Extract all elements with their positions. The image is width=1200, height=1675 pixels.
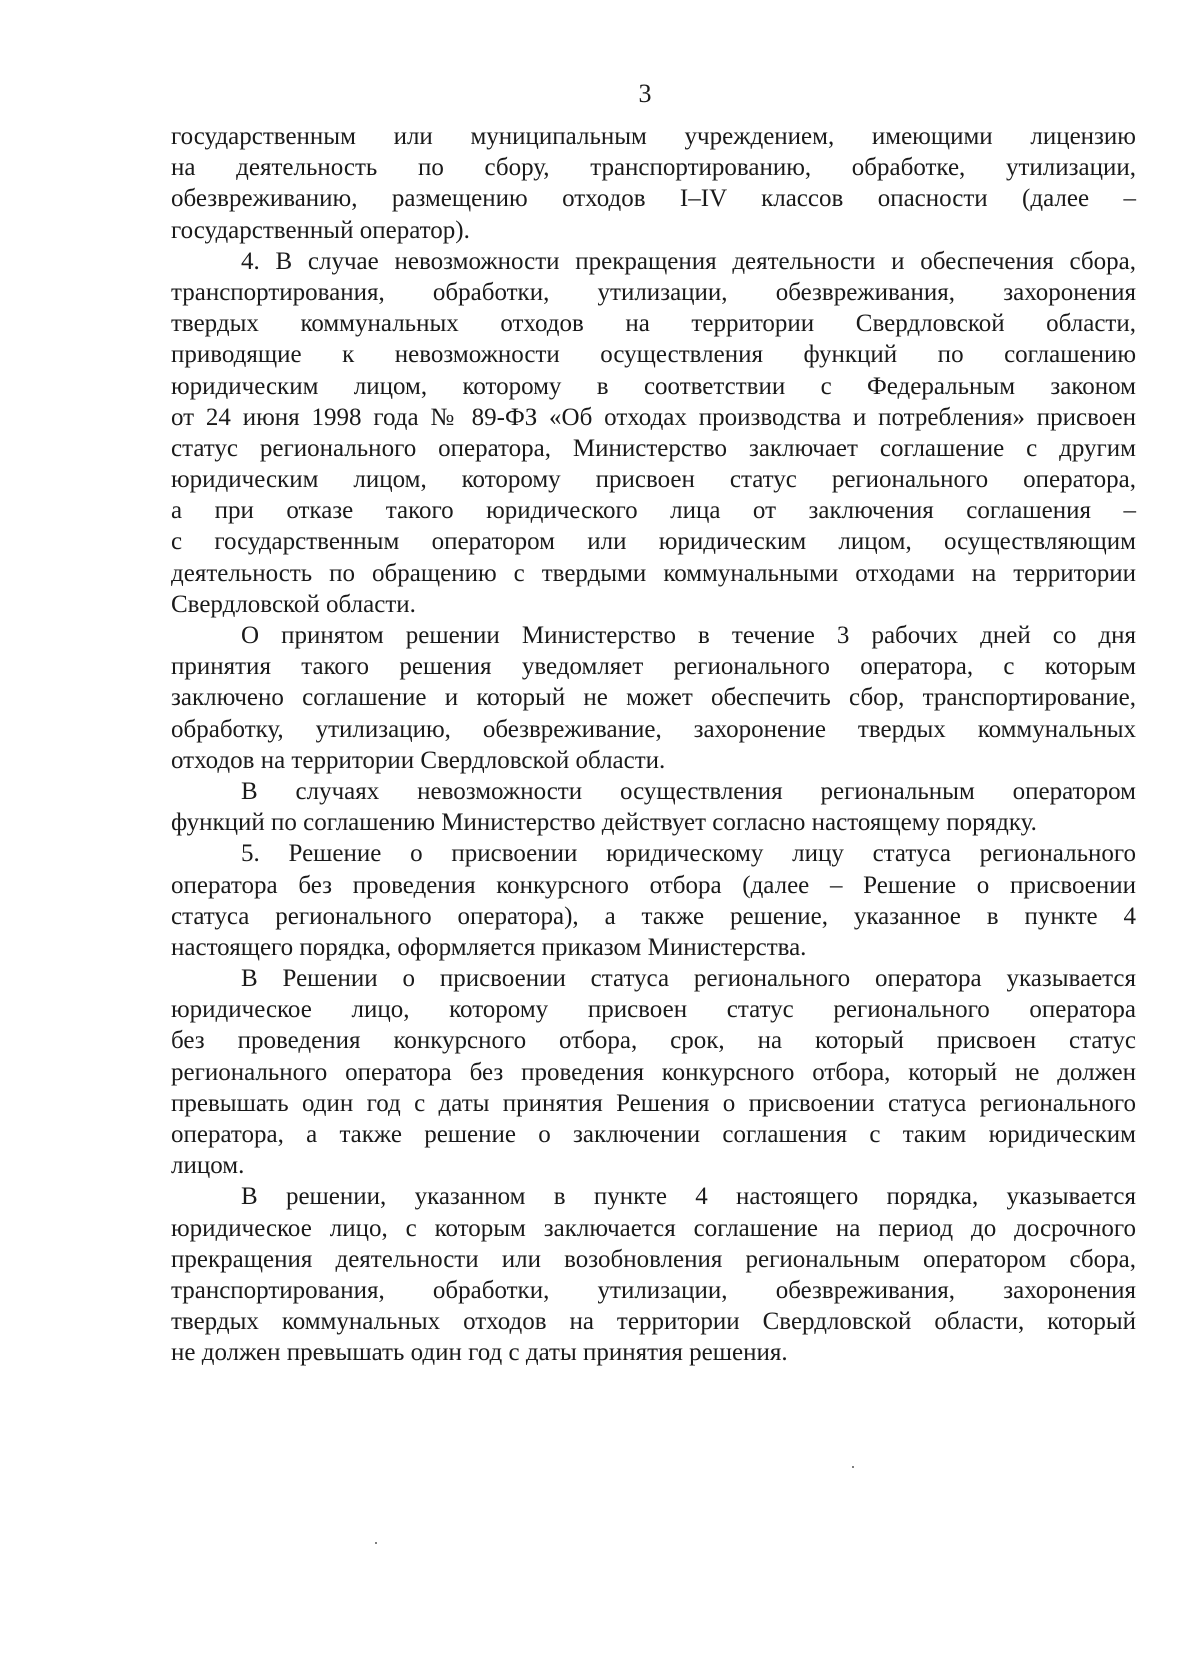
text-line: настоящего порядка, оформляется приказом Министерства.: [171, 933, 807, 961]
scan-speck: [852, 1466, 854, 1468]
text-line: статус регионального оператора, Министерство заключает соглашение с другим: [171, 434, 1136, 462]
text-line: В случаях невозможности осуществления региональным оператором: [241, 777, 1136, 805]
text-line: юридическое лицо, которому присвоен статус регионального оператора: [171, 996, 1136, 1024]
text-line: государственный оператор).: [171, 216, 470, 244]
text-line: оператора без проведения конкурсного отбора (далее – Решение о присвоении: [171, 871, 1136, 899]
text-line: В решении, указанном в пункте 4 настоящего порядка, указывается: [241, 1183, 1136, 1211]
text-line: регионального оператора без проведения конкурсного отбора, который не должен: [171, 1058, 1136, 1086]
text-line: прекращения деятельности или возобновления региональным оператором сбора,: [171, 1245, 1136, 1273]
text-line: от 24 июня 1998 года № 89-ФЗ «Об отходах производства и потребления» присвоен: [171, 403, 1136, 431]
text-line: обезвреживанию, размещению отходов I–IV классов опасности (далее –: [171, 185, 1136, 213]
text-line: превышать один год с даты принятия Решения о присвоении статуса регионального: [171, 1089, 1136, 1117]
text-line: с государственным оператором или юридическим лицом, осуществляющим: [171, 528, 1136, 556]
text-line: О принятом решении Министерство в течение 3 рабочих дней со дня: [241, 622, 1136, 649]
text-line: статуса регионального оператора), а также решение, указанное в пункте 4: [171, 902, 1136, 930]
text-line: Свердловской области.: [171, 590, 416, 618]
document-body: [171, 121, 1136, 1369]
text-line: лицом.: [171, 1152, 245, 1180]
text-line: 4. В случае невозможности прекращения деятельности и обеспечения сбора,: [241, 247, 1136, 275]
text-line: государственным или муниципальным учреждением, имеющими лицензию: [171, 123, 1136, 150]
text-line: твердых коммунальных отходов на территории Свердловской области,: [171, 310, 1136, 338]
scan-speck: [375, 1542, 377, 1544]
text-line: обработку, утилизацию, обезвреживание, захоронение твердых коммунальных: [171, 715, 1136, 743]
text-line: не должен превышать один год с даты принятия решения.: [171, 1339, 788, 1367]
text-line: отходов на территории Свердловской области.: [171, 746, 666, 774]
text-line: приводящие к невозможности осуществления функций по соглашению: [171, 341, 1136, 369]
text-line: В Решении о присвоении статуса регионального оператора указывается: [241, 965, 1136, 993]
text-line: твердых коммунальных отходов на территории Свердловской области, который: [171, 1308, 1136, 1336]
text-line: функций по соглашению Министерство действует согласно настоящему порядку.: [171, 809, 1037, 837]
text-line: заключено соглашение и который не может обеспечить сбор, транспортирование,: [171, 684, 1136, 712]
text-line: на деятельность по сбору, транспортированию, обработке, утилизации,: [171, 154, 1136, 182]
text-line: транспортирования, обработки, утилизации, обезвреживания, захоронения: [171, 1276, 1136, 1304]
page-number: 3: [638, 79, 652, 108]
text-line: принятия такого решения уведомляет регионального оператора, с которым: [171, 653, 1136, 681]
text-line: а при отказе такого юридического лица от заключения соглашения –: [171, 497, 1136, 525]
text-line: 5. Решение о присвоении юридическому лицу статуса регионального: [241, 840, 1136, 868]
text-line: юридическим лицом, которому в соответствии с Федеральным законом: [171, 372, 1136, 400]
text-line: без проведения конкурсного отбора, срок, на который присвоен статус: [171, 1027, 1136, 1055]
text-line: деятельность по обращению с твердыми коммунальными отходами на территории: [171, 559, 1136, 587]
text-line: транспортирования, обработки, утилизации, обезвреживания, захоронения: [171, 278, 1136, 306]
text-line: юридическое лицо, с которым заключается соглашение на период до досрочного: [171, 1214, 1136, 1242]
text-line: юридическим лицом, которому присвоен статус регионального оператора,: [171, 466, 1136, 494]
text-line: оператора, а также решение о заключении соглашения с таким юридическим: [171, 1121, 1136, 1148]
